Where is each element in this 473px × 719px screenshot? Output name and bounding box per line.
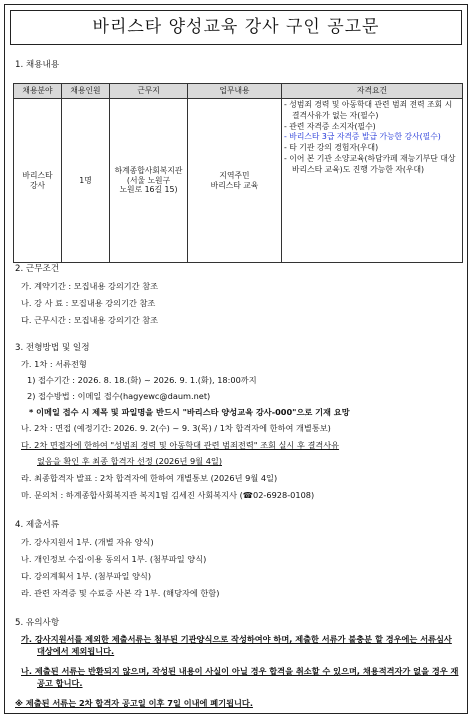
col-headcount: 채용인원	[62, 84, 110, 99]
section-heading-screening: 3. 전형방법 및 일정	[15, 343, 90, 353]
table-row	[14, 99, 463, 263]
condition-item: 다. 근무시간 : 모집내용 강의기간 참조	[21, 315, 159, 325]
screening-step-1: 가. 1차 : 서류전형	[21, 359, 87, 369]
title-box	[10, 10, 462, 45]
table-header-row	[14, 84, 463, 99]
qualification-item: - 타 기관 강의 경험자(우대)	[284, 143, 379, 152]
cell-qualifications	[282, 99, 463, 263]
contact-info: 마. 문의처 : 하계종합사회복지관 복지1팀 김세진 사회복지사 (☎02-6928-0108)	[21, 490, 315, 500]
application-method: 2) 접수방법 : 이메일 접수(hagyewc@daum.net)	[27, 391, 211, 401]
cell-duties: 지역주민 바리스타 교육	[188, 99, 282, 263]
condition-item: 가. 계약기간 : 모집내용 강의기간 참조	[21, 281, 159, 291]
qualification-item: - 이어 본 기관 소양교육(하담카페 재능기부단 대상 바리스타 교육)도 진행 가능한 자(우대)	[284, 153, 456, 174]
col-duties: 업무내용	[188, 84, 282, 99]
document-item: 다. 강의계획서 1부. (첨부파일 양식)	[21, 571, 152, 581]
cell-headcount: 1명	[62, 99, 110, 263]
section-heading-documents: 4. 제출서류	[15, 520, 60, 530]
note-item: 가. 강사지원서를 제외한 제출서류는 첨부된 기관양식으로 작성하여야 하며, 제출한 서류가 불충분 할 경우에는 서류심사 대상에서 제외됩니다.	[21, 634, 452, 657]
qualification-item-highlight: - 바리스타 3급 자격증 발급 가능한 강사(필수)	[284, 132, 441, 142]
page-title: 바리스타 양성교육 강사 구인 공고문	[92, 16, 380, 37]
email-note: * 이메일 접수 시 제목 및 파일명을 반드시 "바리스타 양성교육 강사-000"으로 기재 요망	[29, 407, 350, 417]
cell-workplace: 하계종합사회복지관 (서울 노원구 노원로 16길 15)	[110, 99, 188, 263]
notice-document	[4, 4, 468, 714]
document-item: 나. 개인정보 수집·이용 동의서 1부. (첨부파일 양식)	[21, 554, 207, 564]
note-disposal: ※ 제출된 서류는 2차 합격자 공고일 이후 7일 이내에 폐기됩니다.	[15, 698, 253, 708]
condition-item: 나. 강 사 료 : 모집내용 강의기간 참조	[21, 298, 156, 308]
qualification-item: - 관련 자격증 소지자(필수)	[284, 121, 376, 131]
note-item: 나. 제출된 서류는 반환되지 않으며, 작성된 내용이 사실이 아닐 경우 합격을 취소할 수 있으며, 채용적격자가 없을 경우 재공고 합니다.	[21, 666, 459, 689]
recruitment-table	[13, 83, 463, 263]
background-check-note: 다. 2차 면접자에 한하여 "성범죄 경력 및 아동학대 관련 범죄전력" 조회 실시 후 결격사유	[21, 440, 340, 450]
section-heading-recruitment: 1. 채용내용	[15, 60, 60, 70]
document-item: 라. 관련 자격증 및 수료증 사본 각 1부. (해당자에 한함)	[21, 588, 220, 598]
qualification-item: - 성범죄 경력 및 아동학대 관련 범죄 전력 조회 시 결격사유가 없는 자(필수)	[284, 100, 453, 120]
cell-field: 바리스타 강사	[14, 99, 62, 263]
col-workplace: 근무지	[110, 84, 188, 99]
document-item: 가. 강사지원서 1부. (개별 자유 양식)	[21, 537, 154, 547]
col-field: 채용분야	[14, 84, 62, 99]
section-heading-conditions: 2. 근무조건	[15, 264, 60, 274]
screening-step-2: 나. 2차 : 면접 (예정기간: 2026. 9. 2(수) ~ 9. 3(목) / 1차 합격자에 한하여 개별통보)	[21, 423, 331, 433]
application-period: 1) 접수기간 : 2026. 8. 18.(화) ~ 2026. 9. 1.(화), 18:00까지	[27, 375, 257, 385]
col-qualifications: 자격요건	[282, 84, 463, 99]
section-heading-notes: 5. 유의사항	[15, 618, 60, 628]
final-announcement: 라. 최종합격자 발표 : 2차 합격자에 한하여 개별통보 (2026년 9월 4일)	[21, 473, 278, 483]
background-check-note-cont: 없음을 확인 후 최종 합격자 선정 (2026년 9월 4일)	[37, 456, 223, 466]
